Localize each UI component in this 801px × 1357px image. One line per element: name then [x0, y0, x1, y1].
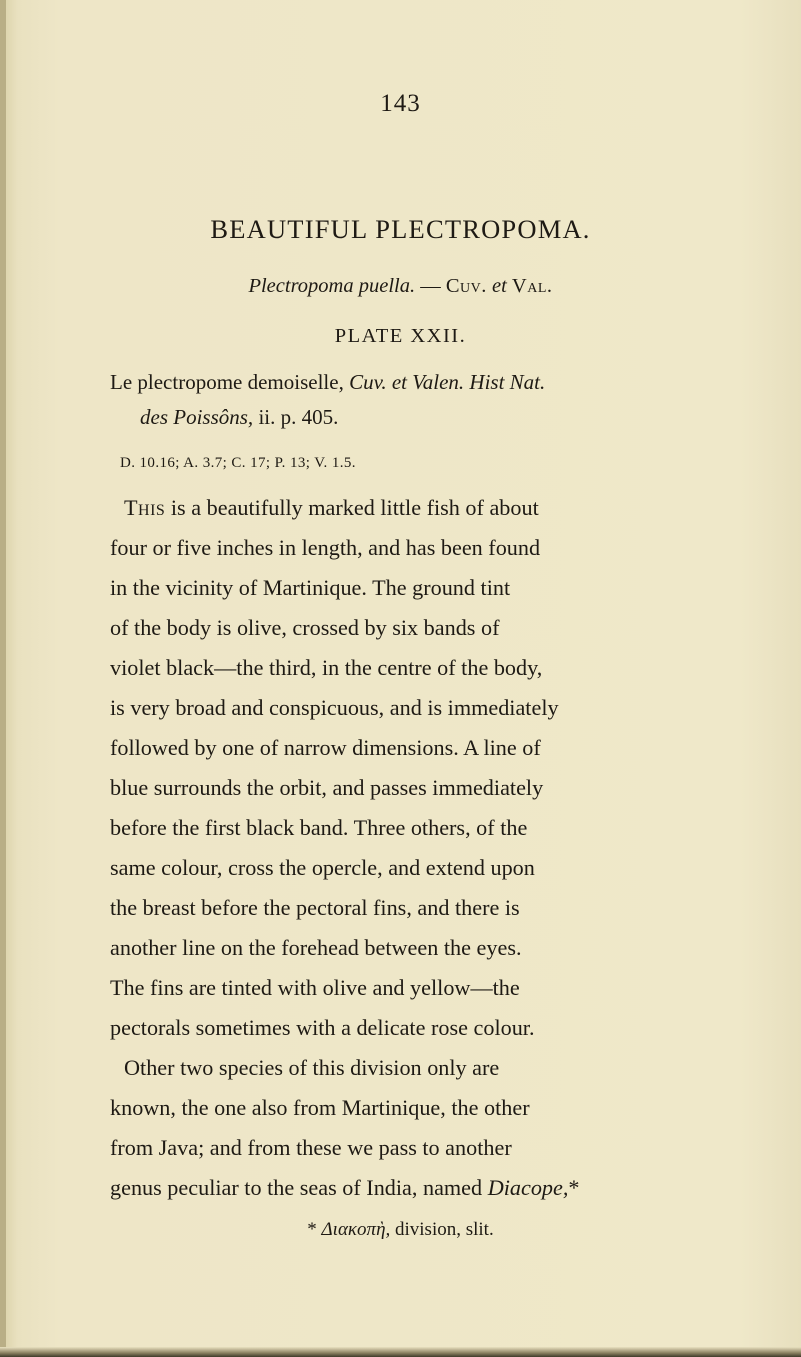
paragraph-1-line: same colour, cross the opercle, and extend upon: [110, 855, 535, 880]
synonym-line-1: [110, 370, 750, 395]
paragraph-1-line: of the body is olive, crossed by six bands of: [110, 615, 500, 640]
paragraph-1-line: This is a beautifully marked little fish of about: [124, 495, 539, 520]
paragraph-2-line: genus peculiar to the seas of India, named Diacope,*: [110, 1175, 580, 1200]
paragraph-1-line: another line on the forehead between the eyes.: [110, 935, 522, 960]
synonym-page: ii. p. 405.: [253, 405, 339, 429]
paragraph-1-line: violet black—the third, in the centre of the body,: [110, 655, 543, 680]
paragraph-1-line: is very broad and conspicuous, and is immediately: [110, 695, 559, 720]
footnote-mark: *: [307, 1219, 322, 1240]
footnote-mark: *: [568, 1175, 580, 1200]
paragraph-2-line: Other two species of this division only are: [124, 1055, 500, 1080]
footnote-text: division, slit.: [390, 1219, 494, 1240]
author-cuvier: Cuv.: [445, 275, 487, 297]
synonym-reference: Cuv. et Valen. Hist Nat.: [349, 370, 546, 394]
page-number: 143: [380, 90, 421, 117]
synonym-name: Le plectropome demoiselle,: [110, 370, 350, 394]
footnote: [0, 1219, 801, 1241]
plate-heading: PLATE XXII.: [334, 325, 467, 347]
subtitle-dash: —: [415, 275, 446, 297]
drop-word: This: [124, 495, 166, 520]
subtitle-et: et: [486, 275, 512, 297]
scientific-name: Plectropoma puella.: [248, 275, 416, 297]
page-bottom-edge: [0, 1347, 801, 1357]
paragraph-1-line: pectorals sometimes with a delicate rose colour.: [110, 1015, 535, 1040]
paragraph-1-line: the breast before the pectoral fins, and there is: [110, 895, 520, 920]
paragraph-1-line: followed by one of narrow dimensions. A line of: [110, 735, 541, 760]
synonym-line-2: [140, 405, 780, 430]
genus-name: Diacope,: [487, 1175, 569, 1200]
scientific-name-line: [0, 275, 801, 298]
paragraph-1-line: The fins are tinted with olive and yellow—the: [110, 975, 520, 1000]
author-valenciennes: Val.: [511, 275, 553, 297]
paragraph-2-line: known, the one also from Martinique, the other: [110, 1095, 530, 1120]
paragraph-1-line: blue surrounds the orbit, and passes immediately: [110, 775, 544, 800]
page-title: BEAUTIFUL PLECTROPOMA.: [210, 214, 591, 244]
synonym-work: des Poissôns,: [140, 405, 254, 429]
paragraph-1-line: four or five inches in length, and has been found: [110, 535, 541, 560]
footnote-greek-word: Διακοπὴ,: [321, 1219, 391, 1240]
paragraph-1-line: in the vicinity of Martinique. The ground tint: [110, 575, 511, 600]
paragraph-1-line: before the first black band. Three others, of the: [110, 815, 528, 840]
fin-ray-formula: D. 10.16; A. 3.7; C. 17; P. 13; V. 1.5.: [120, 455, 356, 471]
paragraph-2-line: from Java; and from these we pass to another: [110, 1135, 512, 1160]
page-binding-edge: [0, 0, 6, 1357]
